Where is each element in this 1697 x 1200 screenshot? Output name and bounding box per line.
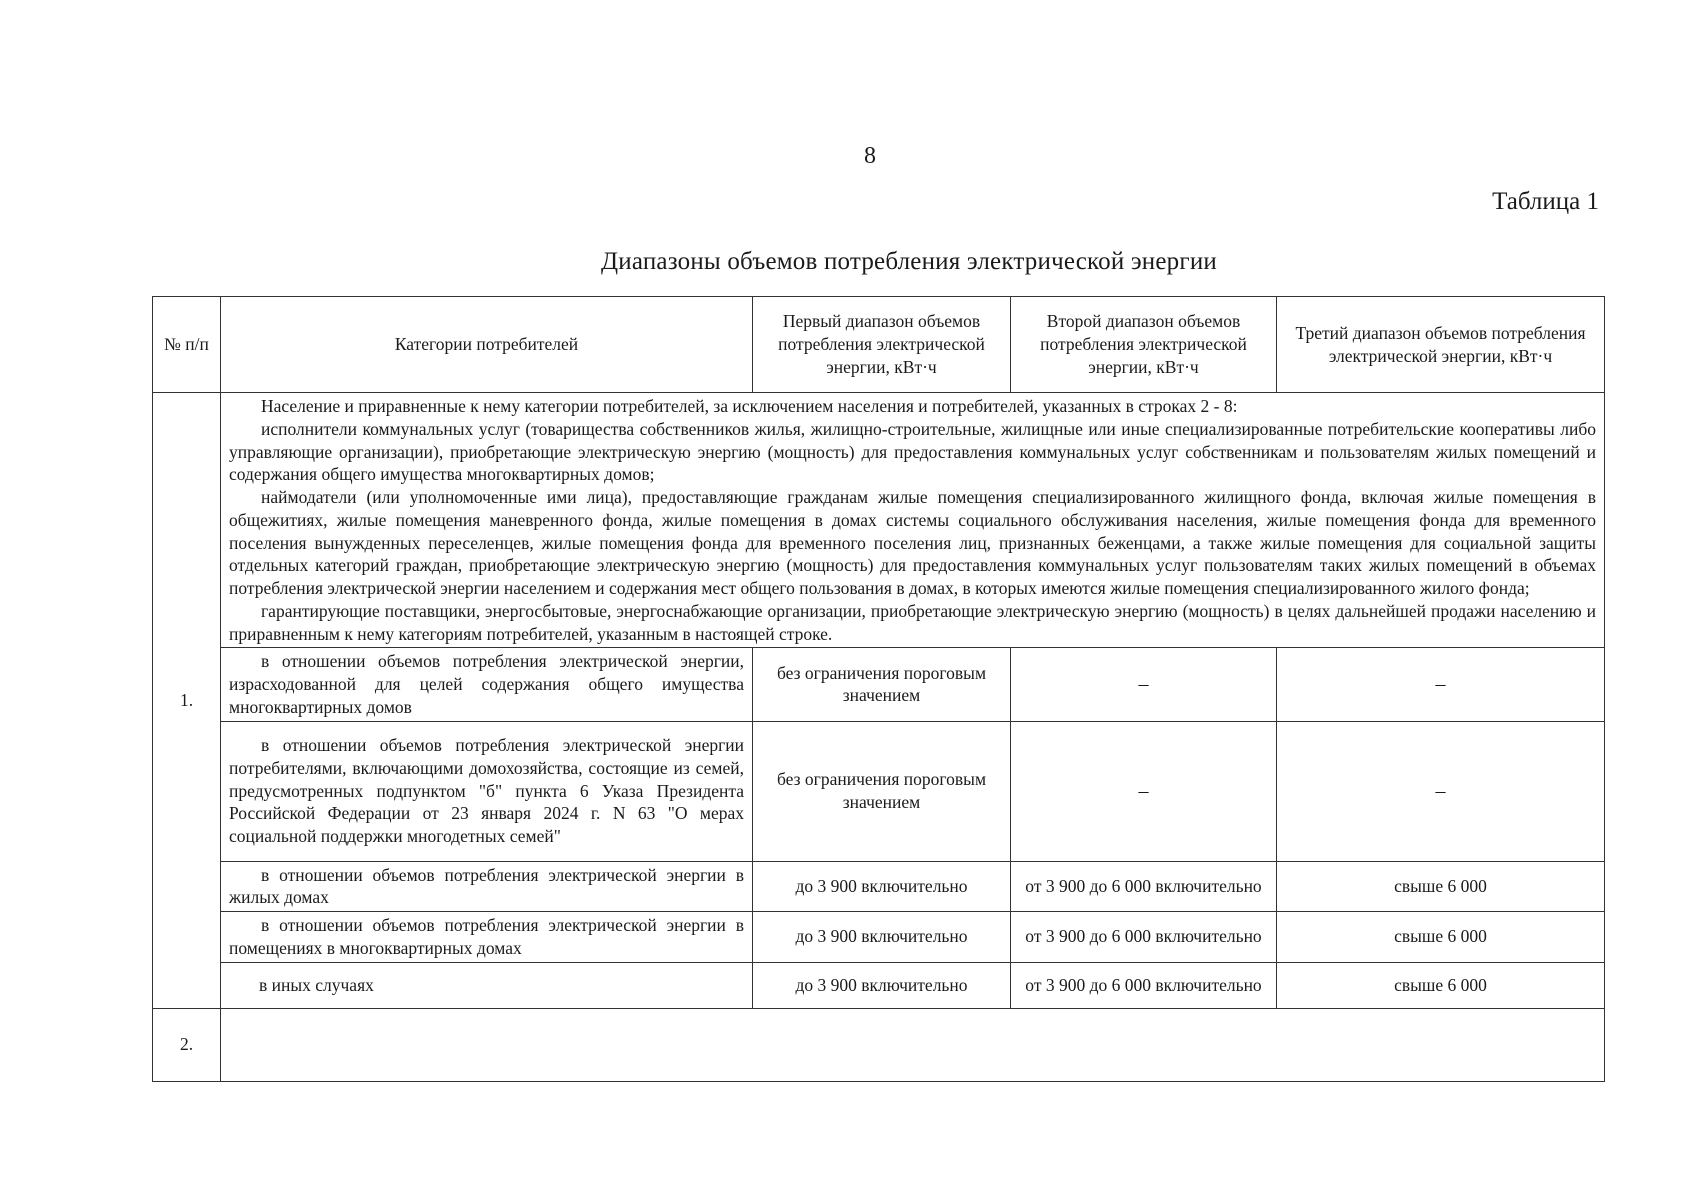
sub-row-category: в отношении объемов потребления электрической энергии потребителями, включающими домохозяйства, состоящие из семей, предусмотренных подпунктом "б" пункта 6 Указа Президента Российской Федерации от 23 января 2024 г. N 63 "О мерах социальной поддержки многодетных семей" xyxy=(221,721,753,861)
table-label: Таблица 1 xyxy=(1492,188,1599,215)
header-range3: Третий диапазон объемов потребления электрической энергии, кВт·ч xyxy=(1277,297,1605,393)
sub-row-range3: – xyxy=(1277,648,1605,721)
intro-paragraph: наймодатели (или уполномоченные ими лица), предоставляющие гражданам жилые помещения специализированного жилищного фонда, включая жилые помещения в общежитиях, жилые помещения маневренного фонда, жилые помещения в домах системы социального обслуживания населения, жилые помещения фонда для временного поселения вынужденных переселенцев, жилые помещения фонда для временного поселения лиц, признанных беженцами, а также жилые помещения для социальной защиты отдельных категорий граждан, приобретающие электрическую энергию (мощность) для предоставления коммунальных услуг пользователям таких жилых помещений в объемах потребления электрической энергии населением и содержания мест общего пользования в домах, в которых имеются жилые помещения специализированного жилого фонда; xyxy=(229,487,1596,598)
sub-row xyxy=(153,962,1605,1008)
sub-row-range3: – xyxy=(1277,721,1605,861)
row-2 xyxy=(153,1008,1605,1081)
sub-row-range2: от 3 900 до 6 000 включительно xyxy=(1011,912,1277,963)
sub-row-range2: – xyxy=(1011,721,1277,861)
sub-row-range2: от 3 900 до 6 000 включительно xyxy=(1011,861,1277,912)
sub-row-category: в отношении объемов потребления электрической энергии в жилых домах xyxy=(221,861,753,912)
sub-row-range1: до 3 900 включительно xyxy=(753,861,1011,912)
sub-row xyxy=(153,648,1605,721)
header-range2: Второй диапазон объемов потребления электрической энергии, кВт·ч xyxy=(1011,297,1277,393)
header-num: № п/п xyxy=(153,297,221,393)
sub-row-range3: свыше 6 000 xyxy=(1277,861,1605,912)
sub-row xyxy=(153,912,1605,963)
row-1-intro xyxy=(153,393,1605,648)
sub-row-category: в отношении объемов потребления электрической энергии, израсходованной для целей содержания общего имущества многоквартирных домов xyxy=(221,648,753,721)
header-row xyxy=(153,297,1605,393)
sub-row-range1: без ограничения пороговым значением xyxy=(753,648,1011,721)
sub-row xyxy=(153,721,1605,861)
sub-row-range3: свыше 6 000 xyxy=(1277,962,1605,1008)
sub-row-range2: – xyxy=(1011,648,1277,721)
document-title: Диапазоны объемов потребления электрической энергии xyxy=(601,248,1217,275)
consumption-ranges-table xyxy=(152,296,1605,1082)
sub-row-range1: до 3 900 включительно xyxy=(753,912,1011,963)
sub-row-range2: от 3 900 до 6 000 включительно xyxy=(1011,962,1277,1008)
row-2-number: 2. xyxy=(153,1008,221,1081)
intro-paragraph: Население и приравненные к нему категории потребителей, за исключением населения и потребителей, указанных в строках 2 - 8: xyxy=(261,396,1238,416)
sub-row xyxy=(153,861,1605,912)
sub-row-range1: до 3 900 включительно xyxy=(753,962,1011,1008)
intro-paragraph: исполнители коммунальных услуг (товарищества собственников жилья, жилищно-строительные, жилищные или иные специализированные потребительские кооперативы либо управляющие организации), приобретающие электрическую энергию (мощность) для предоставления коммунальных услуг собственникам и пользователям жилых помещений и содержания общего имущества многоквартирных домов; xyxy=(229,418,1596,485)
sub-row-range1: без ограничения пороговым значением xyxy=(753,721,1011,861)
page-number: 8 xyxy=(864,143,876,169)
row-1-number: 1. xyxy=(153,393,221,1009)
header-category: Категории потребителей xyxy=(221,297,753,393)
row-2-content xyxy=(221,1008,1605,1081)
header-range1: Первый диапазон объемов потребления электрической энергии, кВт·ч xyxy=(753,297,1011,393)
sub-row-category: в иных случаях xyxy=(221,962,753,1008)
sub-row-range3: свыше 6 000 xyxy=(1277,912,1605,963)
row-1-description xyxy=(221,393,1605,648)
intro-paragraph: гарантирующие поставщики, энергосбытовые, энергоснабжающие организации, приобретающие электрическую энергию (мощность) в целях дальнейшей продажи населению и приравненным к нему категориям потребителей, указанным в настоящей строке. xyxy=(229,600,1596,644)
sub-row-category: в отношении объемов потребления электрической энергии в помещениях в многоквартирных домах xyxy=(221,912,753,963)
